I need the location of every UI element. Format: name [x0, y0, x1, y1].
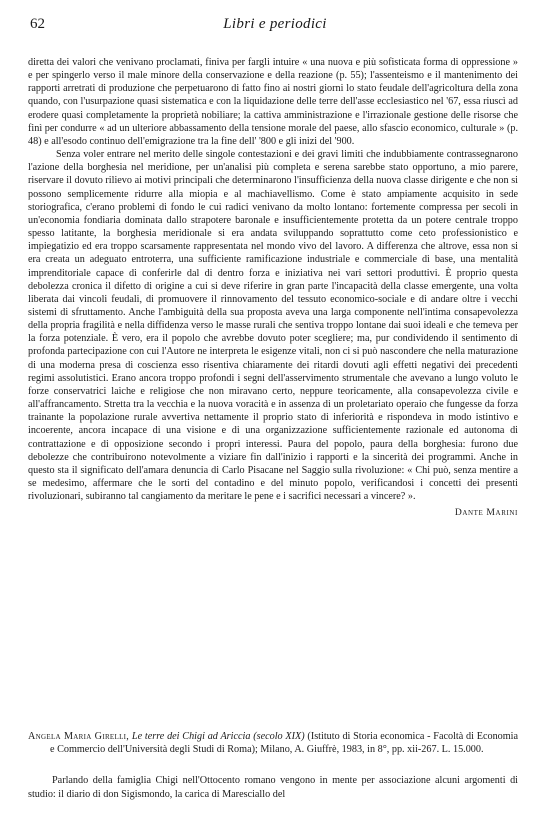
review-author: Angela Maria Girelli, — [28, 731, 130, 742]
article-paragraph: diretta dei valori che venivano proclamati, finiva per fargli intuire « una nuova e più sofisticata forma di oppressione » e per spingerlo verso il male minore della conservazione e della reazione (p. 55); l'assenteismo e il mantenimento dei rapporti arretrati di produzione che perpetuarono di fatto fino ai nostri giorni lo stato feudale dell'agricoltura della zona quando, con l'usurpazione quasi sistematica e con la liquidazione delle terre dell'asse ecclesiastico nel '67, essa riuscì ad erodere quasi completamente la proprietà nobiliare; la cattiva amministrazione e l'irrazionale gestione delle risorse che finì per condurre « ad un ulteriore abbassamento della tensione morale del paese, allo sfascio economico, culturale » (p. 48) e all'esodo continuo dell'emigrazione tra la fine dell' '800 e gli inizi del '900. — [28, 57, 518, 147]
review-book-title: Le terre dei Chigi ad Ariccia (secolo XIX) — [131, 731, 305, 742]
running-title: Libri e periodici — [223, 16, 327, 32]
bibliographic-reference — [28, 730, 518, 756]
page-header — [30, 16, 520, 36]
review-publication-info: (Istituto di Storia economica - Facoltà di Economia e Commercio dell'Università degli Studi di Roma); Milano, A. Giuffrè, 1983, in 8°, pp. xii-267. L. 15.000. — [50, 731, 519, 756]
article-paragraph: Senza voler entrare nel merito delle singole contestazioni e dei gravi limiti che indubbiamente contrassegnarono l'azione della borghesia nel meridione, per un'analisi più completa e serena sarebbe stato opportuno, a mio parere, riservare il dovuto rilievo ai motivi principali che determinarono l'insufficienza della nuova classe dirigente e che non si possono semplicemente ridurre alla miopia e al machiavellismo. Come è stato ampiamente acquisito in sede storiografica, c'erano problemi di fondo le cui radici venivano da molto lontano: fortemente compressa per secoli in un'economia fondiaria dominata dallo strapotere baronale e insufficientemente protetta da un potere centrale troppo spesso latitante, la borghesia meridionale si era andata sviluppando soprattutto come ceto professionistico e impiegatizio ed era troppo scarsamente rappresentata nel mondo vivo del lavoro. A differenza che altrove, essa non si era creata un adeguato entroterra, una sufficiente ramificazione industriale e commerciale di base, una mentalità imprenditoriale capace di conferirle dal di dentro forza e iniziativa nei vari settori produttivi. È proprio questa debolezza cronica il difetto di origine a cui si deve riferire in gran parte l'incapacità della classe emergente, una volta liberata dai vincoli feudali, di promuovere il rinnovamento del tessuto economico-sociale e di andare oltre i vecchi sistemi di sfruttamento. Anche l'ambiguità della sua proposta aveva una larga componente nell'intima consapevolezza della propria fragilità e nella diffidenza verso le masse rurali che sentiva troppo lontane dai suoi ideali e che temeva per la forza potenziale. È vero, era il popolo che avrebbe dovuto poter scegliere; ma, pur condividendo il sentimento di profonda partecipazione con cui l'Autore ne interpreta le esigenze vitali, non ci si può nascondere che nella maturazione di una moderna presa di coscienza esso risentiva chiaramente dei ritardi dovuti agli effetti negativi dei precedenti regimi assolutistici. Erano ancora troppo profondi i segni dell'asservimento strumentale che avevano a lungo voluto le forze conservatrici laiche e religiose che non miravano certo, neppure teoricamente, alla consapevolezza civile e all'affrancamento. Stretta tra la vecchia e la nuova voracità e in assenza di un proletariato operaio che fungesse da forza trainante la popolazione rurale avvertiva nettamente il proprio stato di inferiorità e rispondeva in modo istintivo e incoerente, ancora incapace di una visione e di una organizzazione sufficientemente razionale ed autonoma di contrattazione e di opposizione secondo i propri interessi. Paura del popolo, paura della borghesia: furono due debolezze che contribuirono notevolmente a viziare fin dall'inizio i rapporti e la sincerità dei programmi. Anche in questo sta il significato dell'amara denuncia di Carlo Pisacane nel Saggio sulla rivoluzione: « Chi può, senza mentire a se medesimo, affermare che le sorti del contadino e del minuto popolo, verificandosi i concetti dei presenti rivoluzionari, subiranno tal cangiamento da meritare le pene e i sacrifici necessari a vincere? ». — [28, 149, 518, 503]
book-review — [28, 730, 518, 801]
author-signature: Dante Marini — [454, 507, 518, 519]
page-number: 62 — [30, 16, 45, 32]
article-text — [28, 56, 518, 518]
review-paragraph: Parlando della famiglia Chigi nell'Ottocento romano vengono in mente per associazione alcuni argomenti di studio: il diario di don Sigismondo, la carica di Maresciallo del — [28, 775, 518, 800]
